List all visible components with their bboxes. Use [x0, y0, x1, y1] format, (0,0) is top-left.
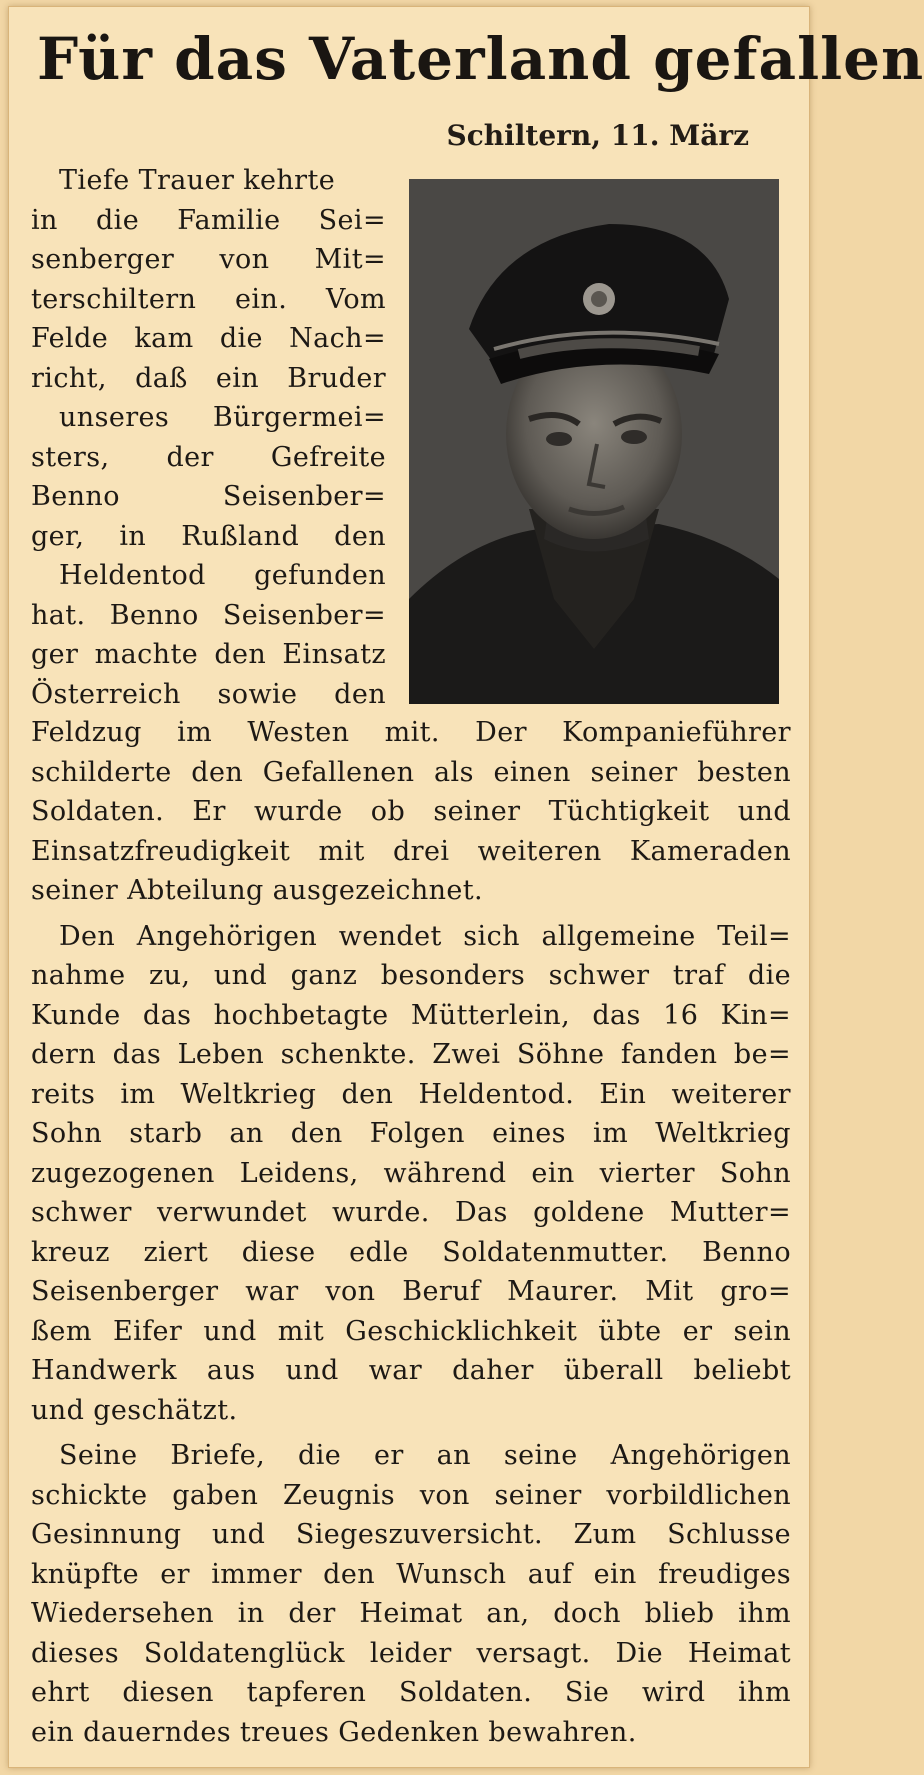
dateline: Schiltern, 11. März — [446, 119, 749, 152]
text-line: Einsatzfreudigkeit mit drei weiteren Kameraden — [31, 835, 791, 867]
portrait-photo — [409, 179, 779, 704]
text-line: senberger von Mit= — [31, 244, 386, 275]
text-line: ßem Eifer und mit Geschicklichkeit übte er sein — [31, 1315, 791, 1347]
paragraph-3 — [31, 1436, 791, 1752]
text-line: Gesinnung und Siegeszuversicht. Zum Schlusse — [31, 1519, 791, 1550]
text-line: ein dauerndes treues Gedenken bewahren. — [31, 1716, 637, 1748]
text-line: Wiedersehen in der Heimat an, doch blieb ihm — [31, 1598, 791, 1629]
text-line: ger, in Rußland den — [31, 520, 386, 552]
text-line: knüpfte er immer den Wunsch auf ein freudiges — [31, 1558, 791, 1590]
text-line: reits im Weltkrieg den Heldentod. Ein weiterer — [31, 1078, 791, 1110]
text-line: richt, daß ein Bruder — [31, 362, 386, 394]
text-line: Seine Briefe, die er an seine Angehörigen — [59, 1440, 791, 1471]
text-line: hat. Benno Seisenber= — [31, 599, 386, 631]
text-line: Soldaten. Er wurde ob seiner Tüchtigkeit und — [31, 796, 791, 827]
text-line: Felde kam die Nach= — [31, 323, 386, 354]
text-line: dern das Leben schenkte. Zwei Söhne fanden be= — [31, 1039, 791, 1070]
text-line: Kunde das hochbetagte Mütterlein, das 16 Kin= — [31, 999, 791, 1031]
paragraph-1-continued — [31, 713, 791, 911]
text-line: Handwerk aus und war daher überall beliebt — [31, 1355, 791, 1386]
paragraph-2 — [31, 917, 791, 1431]
text-line: Benno Seisenber= — [31, 481, 386, 512]
text-line: und geschätzt. — [31, 1394, 238, 1426]
text-line: sters, der Gefreite — [31, 441, 386, 473]
text-line: schilderte den Gefallenen als einen seiner besten — [31, 756, 791, 788]
text-line: dieses Soldatenglück leider versagt. Die Heimat — [31, 1637, 791, 1669]
soldier-portrait-image — [409, 179, 779, 704]
newspaper-clipping — [8, 6, 924, 1768]
text-line: zugezogenen Leidens, während ein vierter Sohn — [31, 1157, 791, 1189]
text-line: seiner Abteilung ausgezeichnet. — [31, 875, 484, 906]
text-line: kreuz ziert diese edle Soldatenmutter. Benno — [31, 1236, 791, 1268]
text-line: nahme zu, und ganz besonders schwer traf die — [31, 960, 791, 991]
text-line: in die Familie Sei= — [31, 204, 386, 236]
text-line: Seisenberger war von Beruf Maurer. Mit gro= — [31, 1276, 791, 1307]
text-line: Feldzug im Westen mit. Der Kompanieführer — [31, 717, 791, 748]
text-line: Österreich sowie den — [31, 678, 386, 710]
article-body-narrow-column — [31, 161, 386, 714]
text-line: schwer verwundet wurde. Das goldene Mutter= — [31, 1197, 791, 1228]
article-body-full-width — [31, 713, 791, 1752]
text-line: ehrt diesen tapferen Soldaten. Sie wird ihm — [31, 1677, 791, 1708]
text-line: Heldentod gefunden — [59, 560, 386, 591]
text-line: unseres Bürgermei= — [59, 402, 386, 433]
text-line: schickte gaben Zeugnis von seiner vorbildlichen — [31, 1479, 791, 1511]
text-line: Sohn starb an den Folgen eines im Weltkrieg — [31, 1118, 791, 1149]
text-line: Tiefe Trauer kehrte — [59, 165, 336, 196]
text-line: ger machte den Einsatz — [31, 639, 386, 670]
text-line: terschiltern ein. Vom — [31, 283, 386, 315]
text-line: Den Angehörigen wendet sich allgemeine Teil= — [59, 920, 791, 952]
headline: Für das Vaterland gefallen — [37, 25, 924, 93]
